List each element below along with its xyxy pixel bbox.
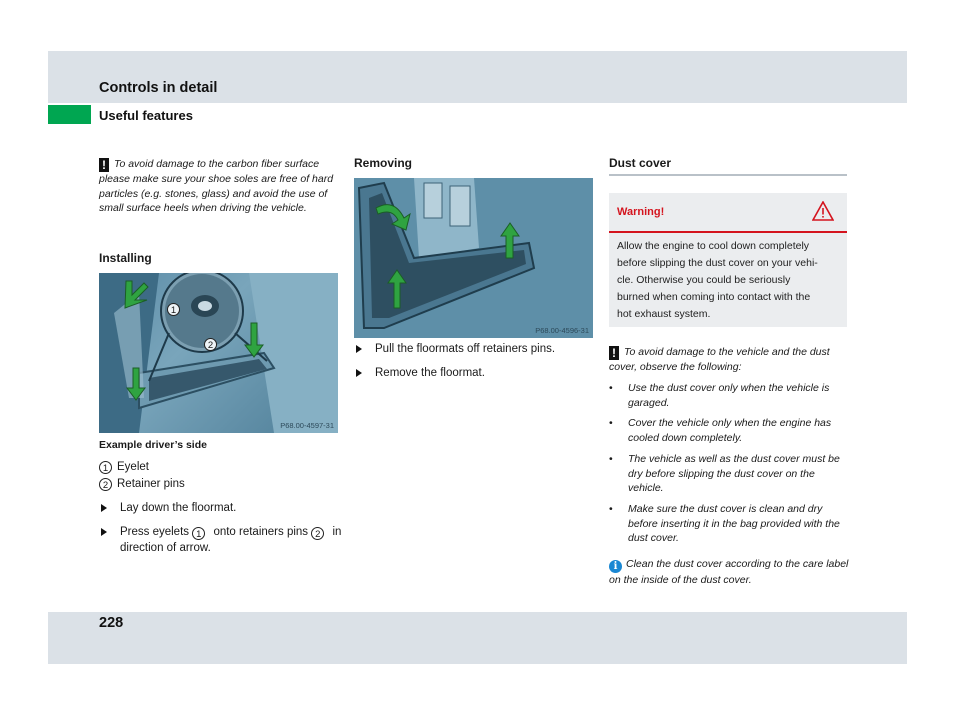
caution-icon: ! [99,158,109,172]
legend-number: 1 [99,461,112,474]
step-item [354,341,599,357]
bullet-icon: • [609,452,613,465]
legend-label: Retainer pins [117,478,185,490]
removing-image [354,178,593,338]
removing-steps [354,341,599,389]
dust-cover-note-text: To avoid damage to the vehicle and the dust cover, observe the following: [609,346,830,373]
warning-triangle-icon [812,201,834,221]
warning-line: burned when coming into contact with the [617,291,811,303]
page-number: 228 [99,615,124,631]
legend-number: 2 [99,478,112,491]
warning-line: cle. Otherwise you could be seriously [617,274,791,286]
installing-heading: Installing [99,251,152,265]
legend-item [99,476,339,492]
warning-label: Warning! [617,206,665,218]
installing-image-code: P68.00-4597-31 [280,421,334,430]
bullet-icon: • [609,382,613,394]
info-icon: i [609,560,622,573]
list-item [609,452,849,496]
step-text-part: onto retainers pins [213,526,309,538]
legend-list [99,459,339,493]
image-caption: Example driver’s side [99,439,207,451]
subsection-title: Useful features [99,108,193,123]
removing-heading: Removing [354,156,413,170]
section-tab-marker [48,105,91,124]
warning-body [609,233,847,328]
step-text [120,524,344,556]
callout-2: 2 [204,338,217,351]
list-item-text: The vehicle as well as the dust cover must be dry before slipping the dust cover on the vehicle. [628,452,840,495]
list-item-text: Use the dust cover only when the vehicle is garaged. [628,382,830,409]
step-arrow-icon [101,528,107,536]
dust-cover-bullets [609,381,849,552]
list-item-text: Make sure the dust cover is clean and dry before inserting it in the bag provided with the dust cover. [628,502,840,545]
removing-illustration [354,178,593,338]
footer-band [48,612,907,664]
heading-rule [609,174,847,176]
warning-header [609,193,847,233]
carbon-fiber-note [99,157,339,216]
installing-illustration [99,273,338,433]
installing-image [99,273,338,433]
step-arrow-icon [101,504,107,512]
inline-number: 2 [311,527,324,540]
list-item [609,416,849,445]
step-text-part: in direction of arrow. [120,526,342,554]
dust-cover-heading: Dust cover [609,156,672,170]
legend-label: Eyelet [117,461,149,473]
section-title: Controls in detail [99,80,218,96]
legend-item [99,459,339,475]
removing-image-code: P68.00-4596-31 [535,326,589,335]
bullet-icon: • [609,417,613,430]
warning-box [609,193,847,327]
installing-steps [99,500,344,564]
warning-line: Allow the engine to cool down completely [617,240,810,252]
step-arrow-icon [356,345,362,353]
list-item [609,502,849,546]
list-item [609,381,849,410]
step-arrow-icon [356,369,362,377]
warning-line: before slipping the dust cover on your vehi- [617,257,818,269]
step-text: Remove the floormat. [375,367,485,379]
info-note [609,557,849,588]
step-item [99,524,344,556]
callout-1: 1 [167,303,180,316]
step-item [354,365,599,381]
carbon-fiber-note-text: To avoid damage to the carbon fiber surface please make sure your shoe soles are free of hard particles (e.g. stones, glass) and avoid the use of small surface heels when driving the vehicle. [99,158,334,215]
info-note-text: Clean the dust cover according to the care label on the inside of the dust cover. [609,558,849,586]
step-text: Lay down the floormat. [120,502,237,514]
step-text-part: Press eyelets [120,526,190,538]
step-text: Pull the floormats off retainers pins. [375,343,556,355]
list-item-text: Cover the vehicle only when the engine has cooled down completely. [628,417,832,445]
inline-number: 1 [192,527,205,540]
caution-icon: ! [609,346,619,360]
warning-line: hot exhaust system. [617,308,711,320]
step-item [99,500,344,516]
bullet-icon: • [609,502,613,515]
dust-cover-note [609,345,849,375]
